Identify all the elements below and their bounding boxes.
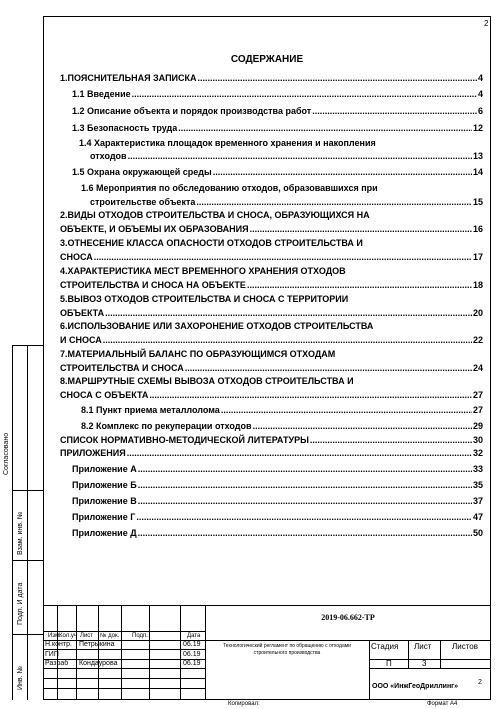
- stamp-role: Н.контр.: [45, 641, 72, 648]
- toc-entry[interactable]: Приложение А ..... 33: [72, 464, 483, 475]
- stadia-label: Стадия: [371, 642, 399, 651]
- list-label: Лист: [414, 642, 432, 651]
- toc-entry-line1[interactable]: 5.ВЫВОЗ ОТХОДОВ СТРОИТЕЛЬСТВА И СНОСА С ТЕРРИТОРИИ: [60, 294, 349, 304]
- toc-entry[interactable]: 8.2 Комплекс по рекуперации отходов ..... 29: [81, 421, 483, 432]
- toc-entry[interactable]: СТРОИТЕЛЬСТВА И СНОСА ..... 24: [60, 363, 483, 374]
- stamp-role: Разраб: [45, 660, 69, 667]
- toc-entry[interactable]: СПИСОК НОРМАТИВНО-МЕТОДИЧЕСКОЙ ЛИТЕРАТУРЫ ..... 30: [60, 435, 483, 446]
- toc-entry[interactable]: 1.5 Охрана окружающей среды ..... 14: [72, 167, 483, 178]
- toc-entry-line1[interactable]: 8.МАРШРУТНЫЕ СХЕМЫ ВЫВОЗА ОТХОДОВ СТРОИТЕЛЬСТВА И: [60, 376, 354, 386]
- toc-entry[interactable]: И СНОСА ..... 22: [60, 335, 483, 346]
- toc-entry-line1[interactable]: 1.4 Характеристика площадок временного хранения и накопления: [79, 138, 376, 148]
- toc-entry[interactable]: 1.2 Описание объекта и порядок производства работ ..... 6: [72, 106, 483, 117]
- company-name: ООО «ИнжГеоДриллинг»: [372, 683, 458, 690]
- toc-entry[interactable]: ПРИЛОЖЕНИЯ ..... 32: [60, 448, 483, 459]
- listov-label: Листов: [452, 642, 478, 651]
- toc-entry[interactable]: Приложение Г ..... 47: [72, 512, 483, 523]
- toc-entry[interactable]: ОБЪЕКТЕ, И ОБЪЕМЫ ИХ ОБРАЗОВАНИЯ ..... 16: [60, 224, 483, 235]
- toc-entry-line1[interactable]: 6.ИСПОЛЬЗОВАНИЕ ИЛИ ЗАХОРОНЕНИЕ ОТХОДОВ СТРОИТЕЛЬСТВА: [60, 321, 374, 331]
- toc-entry[interactable]: строительстве объекта ..... 15: [90, 197, 483, 208]
- stamp-date: 06.19: [183, 660, 201, 667]
- stadia-value: П: [386, 659, 392, 668]
- stamp-date: 06.19: [183, 651, 201, 658]
- toc-entry-line1[interactable]: 1.6 Мероприятия по обследованию отходов, образовавшихся при: [81, 183, 378, 193]
- toc-entry[interactable]: Приложение Д ..... 50: [72, 528, 483, 539]
- toc-entry[interactable]: СТРОИТЕЛЬСТВА И СНОСА НА ОБЪЕКТЕ ..... 18: [60, 280, 483, 291]
- toc-entry[interactable]: Приложение В ..... 37: [72, 496, 483, 507]
- toc-entry[interactable]: СНОСА ..... 17: [60, 252, 483, 263]
- stamp-role: ГИП: [45, 651, 59, 658]
- col-header: Изм.: [48, 633, 61, 639]
- toc-entry-line1[interactable]: 7.МАТЕРИАЛЬНЫЙ БАЛАНС ПО ОБРАЗУЮЩИМСЯ ОТХОДАМ: [60, 349, 336, 359]
- kopiroval: Копировал:: [228, 701, 260, 707]
- side-label-podp-data: Подп. И дата: [17, 582, 24, 625]
- side-label-soglasovano: Согласовано: [3, 432, 10, 475]
- toc-entry[interactable]: СНОСА С ОБЪЕКТА ..... 27: [60, 390, 483, 401]
- toc-entry[interactable]: 8.1 Пункт приема металлолома ..... 27: [81, 405, 483, 416]
- format: Формат А4: [427, 701, 458, 707]
- doc-code: 2019-06.662-ТР: [321, 613, 375, 622]
- company-page: 2: [478, 679, 482, 686]
- page-number: 2: [484, 19, 489, 28]
- toc-entry-line1[interactable]: 4.ХАРАКТЕРИСТИКА МЕСТ ВРЕМЕННОГО ХРАНЕНИЯ ОТХОДОВ: [60, 266, 346, 276]
- stamp-name: Кондаурова: [79, 660, 118, 667]
- stamp-date: 06.19: [183, 641, 201, 648]
- col-header: Лист: [80, 633, 94, 639]
- col-header: № док.: [100, 633, 120, 639]
- doc-title: Технологический регламент по обращению с отходами строительного производства: [223, 643, 351, 656]
- toc-entry[interactable]: отходов ..... 13: [90, 151, 483, 162]
- side-label-inv-no: Инв. №: [17, 665, 24, 690]
- toc-entry[interactable]: ОБЪЕКТА ..... 20: [60, 308, 483, 319]
- col-header: Кол.уч: [59, 633, 77, 639]
- list-value: 3: [422, 659, 427, 668]
- toc-entry-line1[interactable]: 2.ВИДЫ ОТХОДОВ СТРОИТЕЛЬСТВА И СНОСА, ОБРАЗУЮЩИХСЯ НА: [60, 210, 370, 220]
- stamp-name: Петрыкина: [79, 641, 115, 648]
- col-header: Дата: [187, 633, 201, 639]
- toc-entry[interactable]: Приложение Б ..... 35: [72, 480, 483, 491]
- toc-entry-line1[interactable]: 3.ОТНЕСЕНИЕ КЛАССА ОПАСНОСТИ ОТХОДОВ СТРОИТЕЛЬСТВА И: [60, 238, 363, 248]
- toc-title: СОДЕРЖАНИЕ: [230, 54, 304, 65]
- col-header: Подп.: [132, 633, 148, 639]
- toc-entry[interactable]: 1.3 Безопасность труда ..... 12: [72, 123, 483, 134]
- toc-entry[interactable]: 1.1 Введение ..... 4: [72, 89, 483, 100]
- side-label-vzam-inv: Взам. инв. №: [17, 511, 24, 555]
- toc-entry[interactable]: 1.ПОЯСНИТЕЛЬНАЯ ЗАПИСКА ..... 4: [60, 73, 483, 84]
